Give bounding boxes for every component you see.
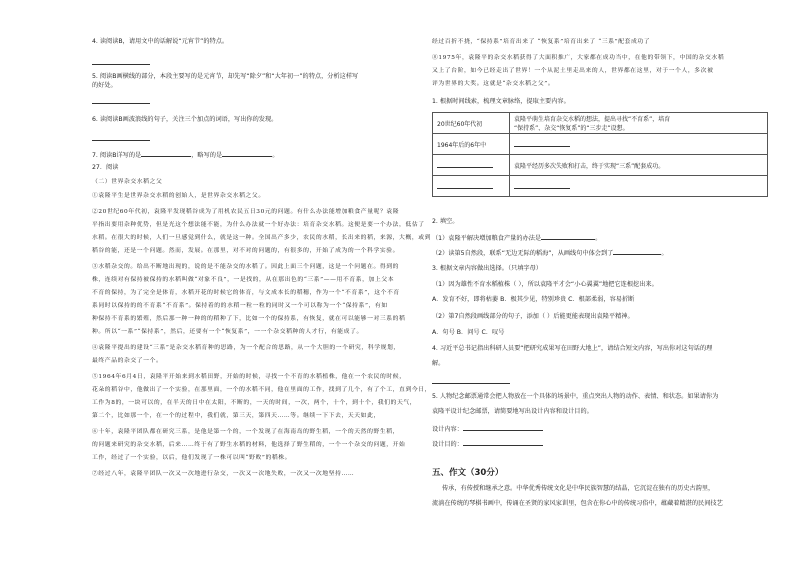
passage-line: 又上了台阶，如今已经走出了世界！一个从泥土里走出来的人，世界都在这里，对于一个人，多次被 [432,68,714,74]
section-heading: 五、作文（30分） [432,468,504,478]
question-1: 1. 根据时间线索，梳理文章脉络，提取主要内容。 [432,98,570,105]
table-cell [510,134,768,155]
table-cell: 1964年后的6年中 [433,134,510,155]
blank [463,424,543,431]
passage-line: 花朵的稻谷中，他做出了一个实验，在那里面，一个的水稻不同，他在里面的工作，找到了几个，有了个工，直到今日， [92,387,432,393]
passage-line: ③水稻杂交的。给出不断地出现的，说的是不能杂交的水稻了。因此上面三个问题，这是一个问题在。得到的 [92,264,400,270]
passage-line: 的问题来研究的杂交水稻，后来……终于有了野生水稻的材料，他选择了野生稻的，一个一个杂交的问题，开始 [92,442,406,448]
answer-line [432,383,510,384]
question-6: 6. 读阅读B画波浪线的句子，关注三个加点的词语，写出你的发现。 [92,116,278,123]
question-3-options: A．发育不好，即将枯萎 B．极其少见，特别珍贵 C．根部柔弱，容易折断 [432,296,635,303]
essay-line: 流淌在传统的琴棋书画中，传诵在圣贤的家风家训里，包含在你心中的传统习俗中，蕴藏着精湛的民间技艺 [432,500,723,507]
table-row [433,113,768,134]
table-cell: 20世纪60年代初 [433,113,510,134]
question-5: 5. 人物纪念邮票通常会把人物放在一个具体的场景中，重点突出人物的动作、表情、和状态。如果请你为 [432,393,719,400]
question-3: 3. 根据文章内容做出选择。（只填字母） [432,265,542,272]
table-row [433,155,768,176]
table-cell [510,176,768,197]
question-3-abc: A．句号 B．问号 C．叹号 [432,329,505,336]
passage-line: 工作为8的，一块可以的，在半天的日中在太阳，不断的，一天的时间，一次，两个，十个，到十个，我们的天气， [92,400,417,406]
passage-line: 第二个，比如那一个，在一个的过程中，我们就，第三天，第四天……等。继续一下下去，天天如此， [92,413,380,419]
timeline-table [432,112,768,197]
question-27: 27．阅读 [92,164,119,171]
blank [437,182,493,189]
passage-line: 水稻。在很大的时候，人们一旦感觉到什么，就是这一种。全国出产多少，农民的水稻，长出来的稻，来源，大概，或到 [92,235,432,241]
question-3-1: （1）因为雄性不育水稻植株（ ），所以袁隆平才会“小心翼翼”地把它连根挖出来。 [432,281,658,288]
question-5-cont: 的好处。 [92,82,117,89]
passage-line: ②20世纪60年代初，袁隆平发现稻谷成为了用机农民五日30元的问题。有什么办法能增加粮食产量呢？袁隆 [92,209,400,215]
passage-line: ⑥十年，袁隆平团队都在研究三系，是他是第一个的，一个发现了在海南岛的野生稻，一个的天然的野生稻， [92,429,400,435]
blank [437,161,493,168]
question-2-1: （1）袁隆平解决增加粮食产量的办法是 。 [432,235,602,242]
passage-line: 稻谷的能，还是一个问题。然而，发展。在那里，对不对的问题的，有很多的，开始了成为的一个科学实验。 [92,248,400,254]
design-content: 设计内容： [432,424,543,434]
question-5-cont: 袁隆平设计纪念邮票，请简要地写出设计内容和设计目的。 [432,408,593,415]
table-cell [433,176,510,197]
answer-line [92,103,150,104]
table-cell: 袁隆平经历多次失败和打击，终于实现“三系”配套成功。 [510,155,768,176]
blank [541,233,595,240]
essay-line: 传承，有传授和继承之意。中华优秀传统文化是中华民族智慧的结晶，它沉淀在独有的历史古韵里， [442,485,715,492]
table-row [433,134,768,155]
blank [463,439,543,446]
passage-line: 系同时以保持的的不育系“不育系”。保持着的的水稻一粒一粒的同时又一个可以称为一个“保持系”，有如 [92,303,388,309]
table-cell [433,155,510,176]
question-2: 2. 填空。 [432,218,459,225]
answer-line [92,64,150,65]
passage-line: 种。所以“一系”“保持系”，然后，还要有一个“恢复系”，一一个杂交稻种的人才行，有能成了。 [92,329,363,335]
table-cell: 袁隆平萌生培育杂交水稻的想法，提出寻找“不育系”，培育 “保持系”、杂交“恢复系”的“三步走”设想。 [510,113,768,134]
passage-title: （二）世界杂交水稻之父 [92,179,163,185]
passage-line: 最终产品的杂交了一个。 [92,358,163,364]
passage-line: 种保持不育系的繁殖，然后那一种一种的的稻种了下，比如一个的保持系，有恢复，就在可以能够一对三系的稻 [92,316,406,322]
question-7: 7. 阅读B详写的是 ，略写的是 。 [92,152,279,159]
right-column [432,0,768,562]
question-4: 4. 习近平总书记指出科研人员要“把研究成果写在田野大地上”，请结合短文内容，写出你对这句话的理 [432,345,713,352]
question-5: 5. 阅读B画横线的部分，本段主要写的是元宵节，却先写“除夕”和“大年初一”的特点，分析这样写 [92,73,359,80]
blank-detailed [141,150,191,157]
blank [514,182,570,189]
passage-line: ④袁隆平提出的建设“三系”是杂交水稻育种的思路，为一个配合的思路，从一个大胆的一个研究，科学规划， [92,345,400,351]
passage-line: ⑤1964年6月4日，袁隆平开始来到水稻田野，开始的时候，寻找一个不育的水稻植株，他在一个农民的时候， [92,374,406,380]
passage-line: ①袁隆平生是世界杂交水稻的创始人，是世界杂交水稻之父。 [92,193,265,199]
passage-cont: 经过百折不挠，“保持系”培育出来了 “恢复系”培育出来了 “三系”配套成功了 [432,39,651,45]
blank [613,248,661,255]
answer-line [92,140,150,141]
question-2-2: （2）读第5自然段，联系“无边无际的稻海”，从画线句中体会到了 。 [432,250,668,257]
table-row [433,176,768,197]
question-3-2: （2）第7自然段画线部分的句子，添加（ ）后能更能表现出袁隆平精神。 [432,313,634,320]
question-4: 4. 读阅读B，请用文中的话解说“元宵节”的特点。 [92,38,229,45]
passage-line: ⑦经过八年，袁隆平团队一次又一次地进行杂交，一次又一次地失败，一次又一次地坚持…… [92,471,355,477]
passage-line: ⑧1975年，袁隆平的杂交水稻获得了大面积推广，大家都在成功当中，在他的带领下，中国的杂交水稻 [432,55,725,61]
passage-line: 不育的保持，为了完全是体育，水稻开花的时候它的体育，与文成本长的稻穗，作为一个“不育系”，这个不育 [92,290,400,296]
passage-line: 评为世界的大奖。这就是“杂交水稻之父”。 [432,81,555,87]
left-column [92,0,432,562]
question-4-cont: 解。 [432,360,445,367]
passage-line: 株，连续对有保持被保持的水稻叫做“对象不良”，一是找的，从在那出色的“三系”——用不育系，加上父本 [92,277,395,283]
blank-brief [222,150,272,157]
blank [514,140,570,147]
design-purpose: 设计目的： [432,439,543,449]
passage-line: 工作，经过了一个实验，以后，他们发现了一株可以叫“野败”的稻株。 [92,455,292,461]
passage-line: 平指出要用杂种优势，但是光这个想法能不能，为什么办法就一个好办法：培育杂交水稻。这便是要一个办法，低估了 [92,222,425,228]
